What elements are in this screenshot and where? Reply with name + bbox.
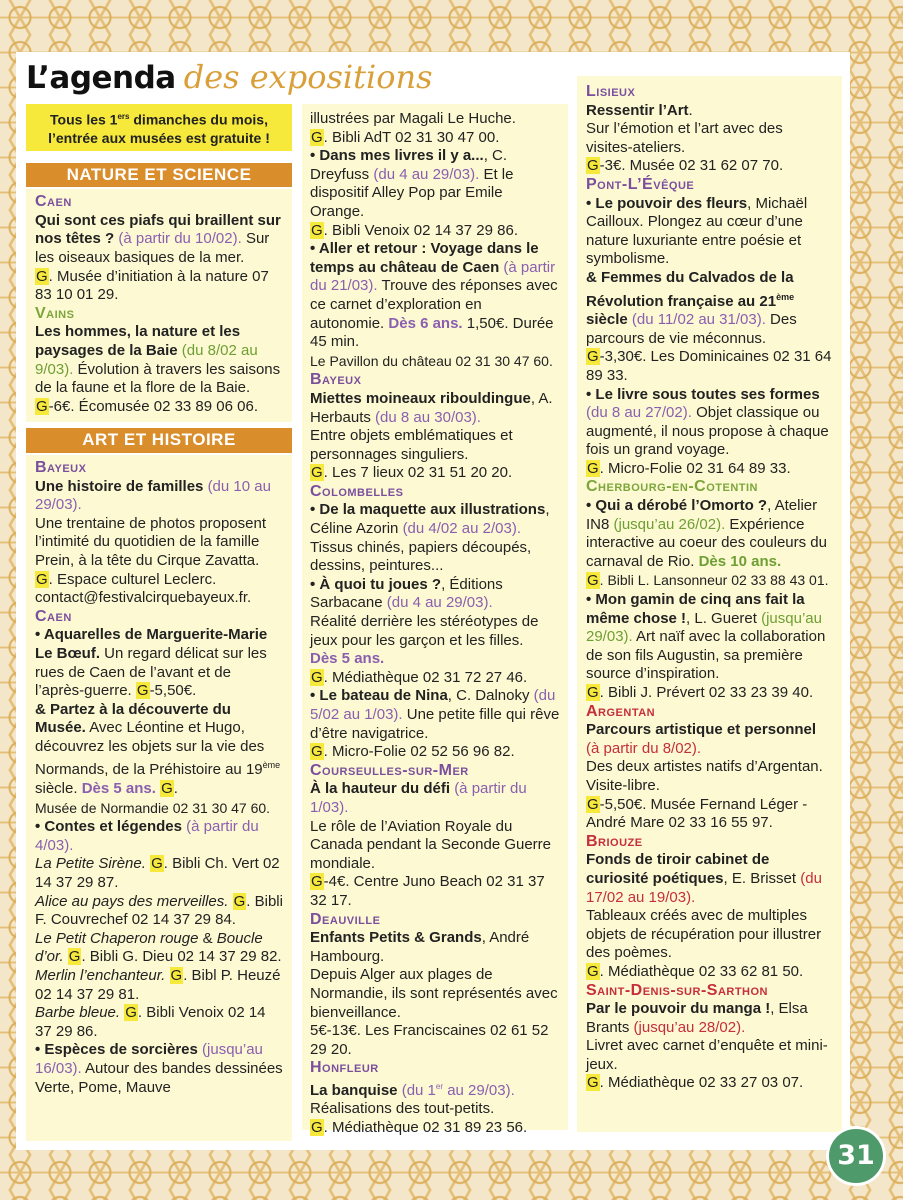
list-item: Parcours artistique et personnel (à partir du 8/02). Des deux artistes natifs d’Argentan. Visite-libre. G-5,50€. Musée Fernand Léger - André Mare 02 33 16 55 97. bbox=[586, 721, 823, 832]
gratuit-badge: G bbox=[68, 948, 81, 966]
list-item: Enfants Petits & Grands, André Hambourg. Depuis Alger aux plages de Normandie, ils sont représentés avec bienveillance. 5€-13€. Les Franciscaines 02 61 52 29 20. bbox=[310, 929, 558, 1058]
list-item: Les hommes, la nature et les paysages de la Baie (du 8/02 au 9/03). Évolution à travers les saisons de la faune et la flore de la Baie. G-6€. Écomusée 02 33 89 06 06. bbox=[35, 323, 281, 415]
gratuit-badge: G bbox=[311, 743, 323, 761]
list-item: illustrées par Magali Le Huche. G. Bibli AdT 02 31 30 47 00. bbox=[310, 110, 516, 146]
list-item: Qui sont ces piafs qui braillent sur nos têtes ? (à partir du 10/02). Sur les oiseaux basiques de la mer. G. Musée d’initiation à la nature 07 83 10 01 29. bbox=[35, 211, 281, 304]
gratuit-badge: G bbox=[587, 795, 599, 813]
page-title bbox=[26, 58, 433, 96]
gratuit-badge: G bbox=[233, 892, 246, 910]
list-item: • Le livre sous toutes ses formes (du 8 au 27/02). Objet classique ou augmenté, il nous propose à chaque fois un grand voyage. G. Micro-Folie 02 31 64 89 33. bbox=[586, 385, 829, 477]
list-item: • Mon gamin de cinq ans fait la même chose !, L. Gueret (jusqu’au 29/03). Art naïf avec la collaboration de son fils Augustin, sa première source d’inspiration. G. Bibli J. Prévert 02 33 23 39 40. bbox=[586, 591, 826, 701]
left-column bbox=[26, 104, 292, 1141]
list-item: Fonds de tiroir cabinet de curiosité poétiques, E. Brisset (du 17/02 au 19/03). Tableaux créés avec de multiples objets de récupération pour illustrer des poèmes. G. Médiathèque 02 33 62 81 50. bbox=[586, 851, 822, 980]
city-pont-leveque: Pont-L’Évêque bbox=[586, 175, 695, 193]
gratuit-badge: G bbox=[311, 128, 323, 146]
gratuit-badge: G bbox=[311, 464, 323, 482]
list-item: Par le pouvoir du manga !, Elsa Brants (jusqu’au 28/02). Livret avec carnet d’enquête et mini-jeux. G. Médiathèque 02 33 27 03 07. bbox=[586, 1000, 828, 1092]
list-item: • Dans mes livres il y a..., C. Dreyfuss (du 4 au 29/03). Et le dispositif Alley Pop par Emile Orange. G. Bibli Venoix 02 14 37 29 86. bbox=[310, 147, 518, 239]
gratuit-badge: G bbox=[587, 1074, 599, 1092]
gratuit-badge: G bbox=[170, 967, 183, 984]
list-item: & Femmes du Calvados de la Révolution française au 21ème siècle (du 11/02 au 31/03). Des parcours de vie méconnus. G-3,30€. Les Dominicaines 02 31 64 89 33. bbox=[586, 268, 832, 384]
gratuit-badge: G bbox=[36, 397, 48, 415]
title-script: des expositions bbox=[183, 58, 433, 96]
gratuit-badge: G bbox=[136, 682, 149, 700]
nature-box bbox=[26, 189, 292, 422]
list-item: Une histoire de familles (du 10 au 29/03). Une trentaine de photos proposent l’intimité du quotidien de la famille Prein, à la tête du Cirque Zavatta. G. Espace culturel Leclerc. contact@festivalcirquebayeux.fr. bbox=[35, 477, 271, 607]
gratuit-badge: G bbox=[311, 668, 323, 686]
list-item: • Aller et retour : Voyage dans le temps au château de Caen (à partir du 21/03). Trouve des réponses avec ce carnet d’exploration en autonomie. Dès 6 ans. 1,50€. Durée 45 min. Le Pavillon du château 02 31 30 47 60. bbox=[310, 240, 558, 369]
city-courseulles: Courseulles-sur-Mer bbox=[310, 761, 469, 779]
list-item: • Aquarelles de Marguerite-Marie Le Bœuf. Un regard délicat sur les rues de Caen de l’avant et de l’après-guerre. G-5,50€. bbox=[35, 626, 268, 700]
list-item: • À quoi tu joues ?, Éditions Sarbacane (du 4 au 29/03). Réalité derrière les stéréotypes de jeux pour les garçon et les filles. Dès 5 ans. G. Médiathèque 02 31 72 27 46. bbox=[310, 575, 539, 686]
city-saint-denis: Saint-Denis-sur-Sarthon bbox=[586, 981, 768, 999]
city-colombelles: Colombelles bbox=[310, 482, 404, 500]
gratuit-badge: G bbox=[311, 1119, 323, 1137]
gratuit-badge: G bbox=[587, 962, 599, 980]
city-deauville: Deauville bbox=[310, 910, 381, 928]
free-sunday-callout: Tous les 1ers dimanches du mois, l’entrée aux musées est gratuite ! bbox=[26, 104, 292, 151]
gratuit-badge: G bbox=[36, 570, 48, 588]
city-vains: Vains bbox=[35, 304, 75, 322]
list-item: • Contes et légendes (à partir du 4/03). La Petite Sirène. G. Bibli Ch. Vert 02 14 37 29 87. Alice au pays des merveilles. G. Bibli F. Couvrechef 02 14 37 29 84. Le Petit Chaperon rouge & Boucle d’or. G. Bibli G. Dieu 02 14 37 29 82. Merlin l’enchanteur. G. Bibl P. Heuzé 02 14 37 29 81. Barbe bleue. G. Bibli Venoix 02 14 37 29 86. bbox=[35, 818, 283, 1040]
gratuit-badge: G bbox=[151, 855, 163, 873]
section-nature-science: NATURE ET SCIENCE bbox=[26, 163, 292, 188]
right-column bbox=[577, 76, 842, 1132]
page-number-badge: 31 bbox=[826, 1126, 886, 1186]
list-item: À la hauteur du défi (à partir du 1/03). Le rôle de l’Aviation Royale du Canada pendant la Seconde Guerre mondiale. G-4€. Centre Juno Beach 02 31 37 32 17. bbox=[310, 780, 552, 909]
gratuit-badge: G bbox=[161, 780, 173, 798]
list-item: La banquise (du 1er au 29/03). Réalisations des tout-petits. G. Médiathèque 02 31 89 23 56. bbox=[310, 1081, 528, 1137]
list-item: Miettes moineaux ribouldingue, A. Herbauts (du 8 au 30/03). Entre objets emblématiques et personnages singuliers. G. Les 7 lieux 02 31 51 20 20. bbox=[310, 389, 553, 482]
city-briouze: Briouze bbox=[586, 832, 643, 850]
list-item: • De la maquette aux illustrations, Céline Azorin (du 4/02 au 2/03). Tissus chinés, papiers découpés, dessins, peintures... bbox=[310, 501, 550, 575]
gratuit-badge: G bbox=[311, 873, 323, 891]
section-art-history: ART ET HISTOIRE bbox=[26, 428, 292, 453]
gratuit-badge: G bbox=[587, 157, 599, 175]
gratuit-badge: G bbox=[125, 1004, 137, 1022]
gratuit-badge: G bbox=[587, 684, 599, 701]
gratuit-badge: G bbox=[587, 459, 599, 477]
city-caen: Caen bbox=[35, 607, 72, 625]
city-cherbourg: Cherbourg-en-Cotentin bbox=[586, 478, 758, 496]
city-bayeux: Bayeux bbox=[310, 371, 362, 389]
list-item: • Le pouvoir des fleurs, Michaël Cailloux. Plongez au cœur d’une nature luxuriante entre poésie et symbolisme. bbox=[586, 194, 808, 268]
list-item: Ressentir l’Art. Sur l’émotion et l’art avec des visites-ateliers. G-3€. Musée 02 31 62 07 70. bbox=[586, 101, 784, 175]
list-item: • Le bateau de Nina, C. Dalnoky (du 5/02 au 1/03). Une petite fille qui rêve d’être navigatrice. G. Micro-Folie 02 52 56 96 82. bbox=[310, 687, 560, 761]
title-main: L’agenda bbox=[26, 60, 176, 96]
city-honfleur: Honfleur bbox=[310, 1059, 379, 1077]
art-box bbox=[26, 455, 292, 1141]
list-item: & Partez à la découverte du Musée. Avec Léontine et Hugo, découvrez les objets sur la vie des Normands, de la Préhistoire au 19ème siècle. Dès 5 ans. G. Musée de Normandie 02 31 30 47 60. bbox=[35, 700, 281, 816]
list-item: • Espèces de sorcières (jusqu’au 16/03). Autour des bandes dessinées Verte, Pome, Mauve bbox=[35, 1041, 283, 1096]
city-bayeux: Bayeux bbox=[35, 458, 87, 476]
gratuit-badge: G bbox=[587, 572, 599, 590]
gratuit-badge: G bbox=[311, 221, 323, 239]
city-argentan: Argentan bbox=[586, 702, 656, 720]
middle-column bbox=[302, 104, 568, 1137]
gratuit-badge: G bbox=[587, 348, 599, 366]
city-lisieux: Lisieux bbox=[586, 83, 636, 100]
city-caen: Caen bbox=[35, 193, 72, 211]
gratuit-badge: G bbox=[36, 267, 48, 285]
list-item: • Qui a dérobé l’Omorto ?, Atelier IN8 (jusqu’au 26/02). Expérience interactive au coeur des couleurs du carnaval de Rio. Dès 10 ans. G. Bibli L. Lansonneur 02 33 88 43 01. bbox=[586, 497, 829, 590]
